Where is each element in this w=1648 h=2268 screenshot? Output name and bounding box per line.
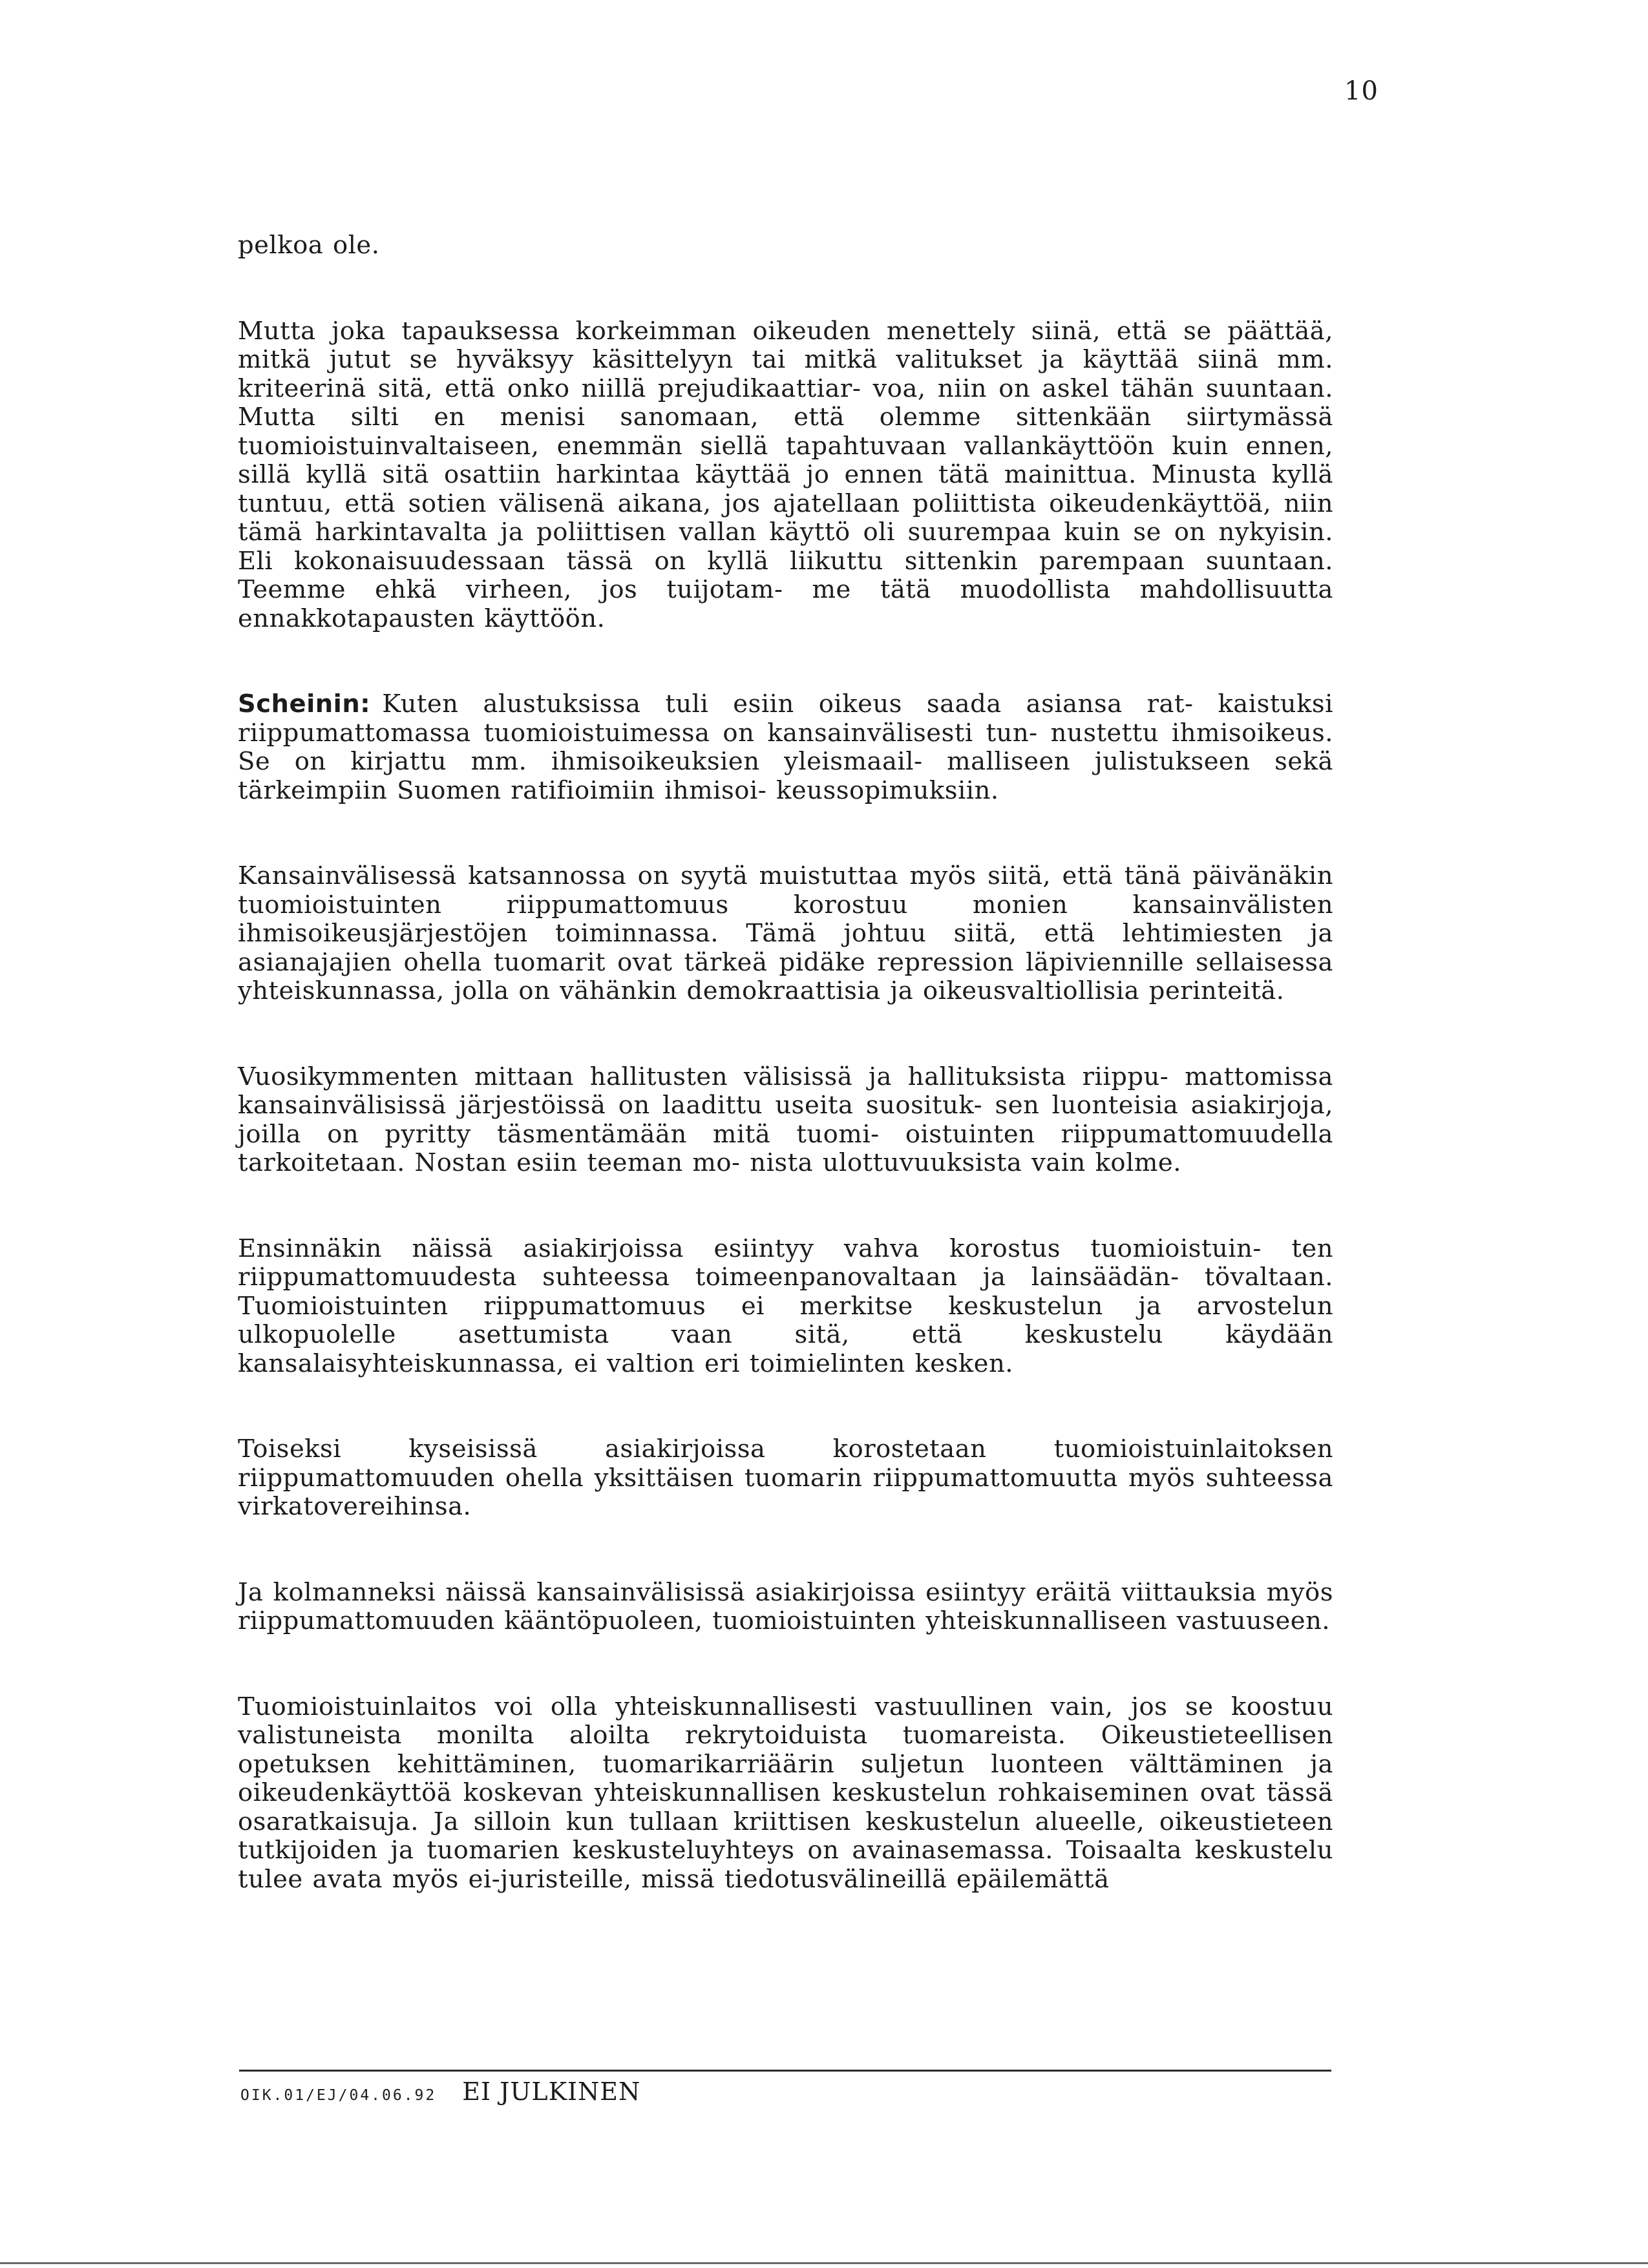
document-code: OIK.01/EJ/04.06.92 <box>240 2087 437 2104</box>
scan-edge-line <box>0 2262 1648 2264</box>
document-body <box>238 231 1333 1951</box>
paragraph-5: Vuosikymmenten mittaan hallitusten välisissä ja hallituksista riippu- mattomissa kansainvälisissä järjestöissä on laadittu useita suosituk- sen luonteisia asiakirjoja, joilla on pyritty täsmentämään mitä tuomi- oistuinten riippumattomuudella tarkoitetaan. Nostan esiin teeman mo- nista ulottuvuuksista vain kolme. <box>238 1062 1333 1177</box>
paragraph-9: Tuomioistuinlaitos voi olla yhteiskunnallisesti vastuullinen vain, jos se koostuu valistuneista monilta aloilta rekrytoiduista tuomareista. Oikeustieteellisen opetuksen kehittäminen, tuomarikarriäärin suljetun luonteen välttäminen ja oikeudenkäyttöä koskevan yhteiskunnallisen keskustelun rohkaiseminen ovat tässä osaratkaisuja. Ja silloin kun tullaan kriittisen keskustelun alueelle, oikeustieteen tutkijoiden ja tuomarien keskusteluyhteys on avainasemassa. Toisaalta keskustelu tulee avata myös ei-juristeille, missä tiedotusvälineillä epäilemättä <box>238 1692 1333 1894</box>
paragraph-1: pelkoa ole. <box>238 231 380 260</box>
footer-divider <box>239 2070 1331 2072</box>
paragraph-8: Ja kolmanneksi näissä kansainvälisissä asiakirjoissa esiintyy eräitä viittauksia myös riippumattomuuden kääntöpuoleen, tuomioistuinten yhteiskunnalliseen vastuuseen. <box>238 1577 1333 1635</box>
classification-label: EI JULKINEN <box>462 2077 641 2106</box>
paragraph-3 <box>238 690 1333 805</box>
page-number: 10 <box>1344 76 1379 106</box>
paragraph-3-text: Kuten alustuksissa tuli esiin oikeus saada asiansa rat- kaistuksi riippumattomassa tuomioistuimessa on kansainvälisesti tun- nustettu ihmisoikeus. Se on kirjattu mm. ihmisoikeuksien yleismaail- malliseen julistukseen sekä tärkeimpiin Suomen ratifioimiin ihmisoi- keussopimuksiin. <box>238 689 1333 805</box>
paragraph-7: Toiseksi kyseisissä asiakirjoissa korostetaan tuomioistuinlaitoksen riippumattomuuden ohella yksittäisen tuomarin riippumattomuutta myös suhteessa virkatovereihinsa. <box>238 1434 1333 1521</box>
paragraph-2: Mutta joka tapauksessa korkeimman oikeuden menettely siinä, että se päättää, mitkä jutut se hyväksyy käsittelyyn tai mitkä valitukset ja käyttää siinä mm. kriteerinä sitä, että onko niillä prejudikaattiar- voa, niin on askel tähän suuntaan. Mutta silti en menisi sanomaan, että olemme sittenkään siirtymässä tuomioistuinvaltaiseen, enemmän siellä tapahtuvaan vallankäyttöön kuin ennen, sillä kyllä sitä osattiin harkintaa käyttää jo ennen tätä mainittua. Minusta kyllä tuntuu, että sotien välisenä aikana, jos ajatellaan poliittista oikeudenkäyttöä, niin tämä harkintavalta ja poliittisen vallan käyttö oli suurempaa kuin se on nykyisin. Eli kokonaisuudessaan tässä on kyllä liikuttu sittenkin parempaan suuntaan. Teemme ehkä virheen, jos tuijotam- me tätä muodollista mahdollisuutta ennakkotapausten käyttöön. <box>238 316 1333 633</box>
speaker-name: Scheinin: <box>238 689 371 719</box>
paragraph-4: Kansainvälisessä katsannossa on syytä muistuttaa myös siitä, että tänä päivänäkin tuomioistuinten riippumattomuus korostuu monien kansainvälisten ihmisoikeusjärjestöjen toiminnassa. Tämä johtuu siitä, että lehtimiesten ja asianajajien ohella tuomarit ovat tärkeä pidäke repression läpiviennille sellaisessa yhteiskunnassa, jolla on vähänkin demokraattisia ja oikeusvaltiollisia perinteitä. <box>238 861 1333 1005</box>
footer <box>240 2077 640 2106</box>
paragraph-6: Ensinnäkin näissä asiakirjoissa esiintyy vahva korostus tuomioistuin- ten riippumattomuudesta suhteessa toimeenpanovaltaan ja lainsäädän- tövaltaan. Tuomioistuinten riippumattomuus ei merkitse keskustelun ja arvostelun ulkopuolelle asettumista vaan sitä, että keskustelu käydään kansalaisyhteiskunnassa, ei valtion eri toimielinten kesken. <box>238 1234 1333 1378</box>
